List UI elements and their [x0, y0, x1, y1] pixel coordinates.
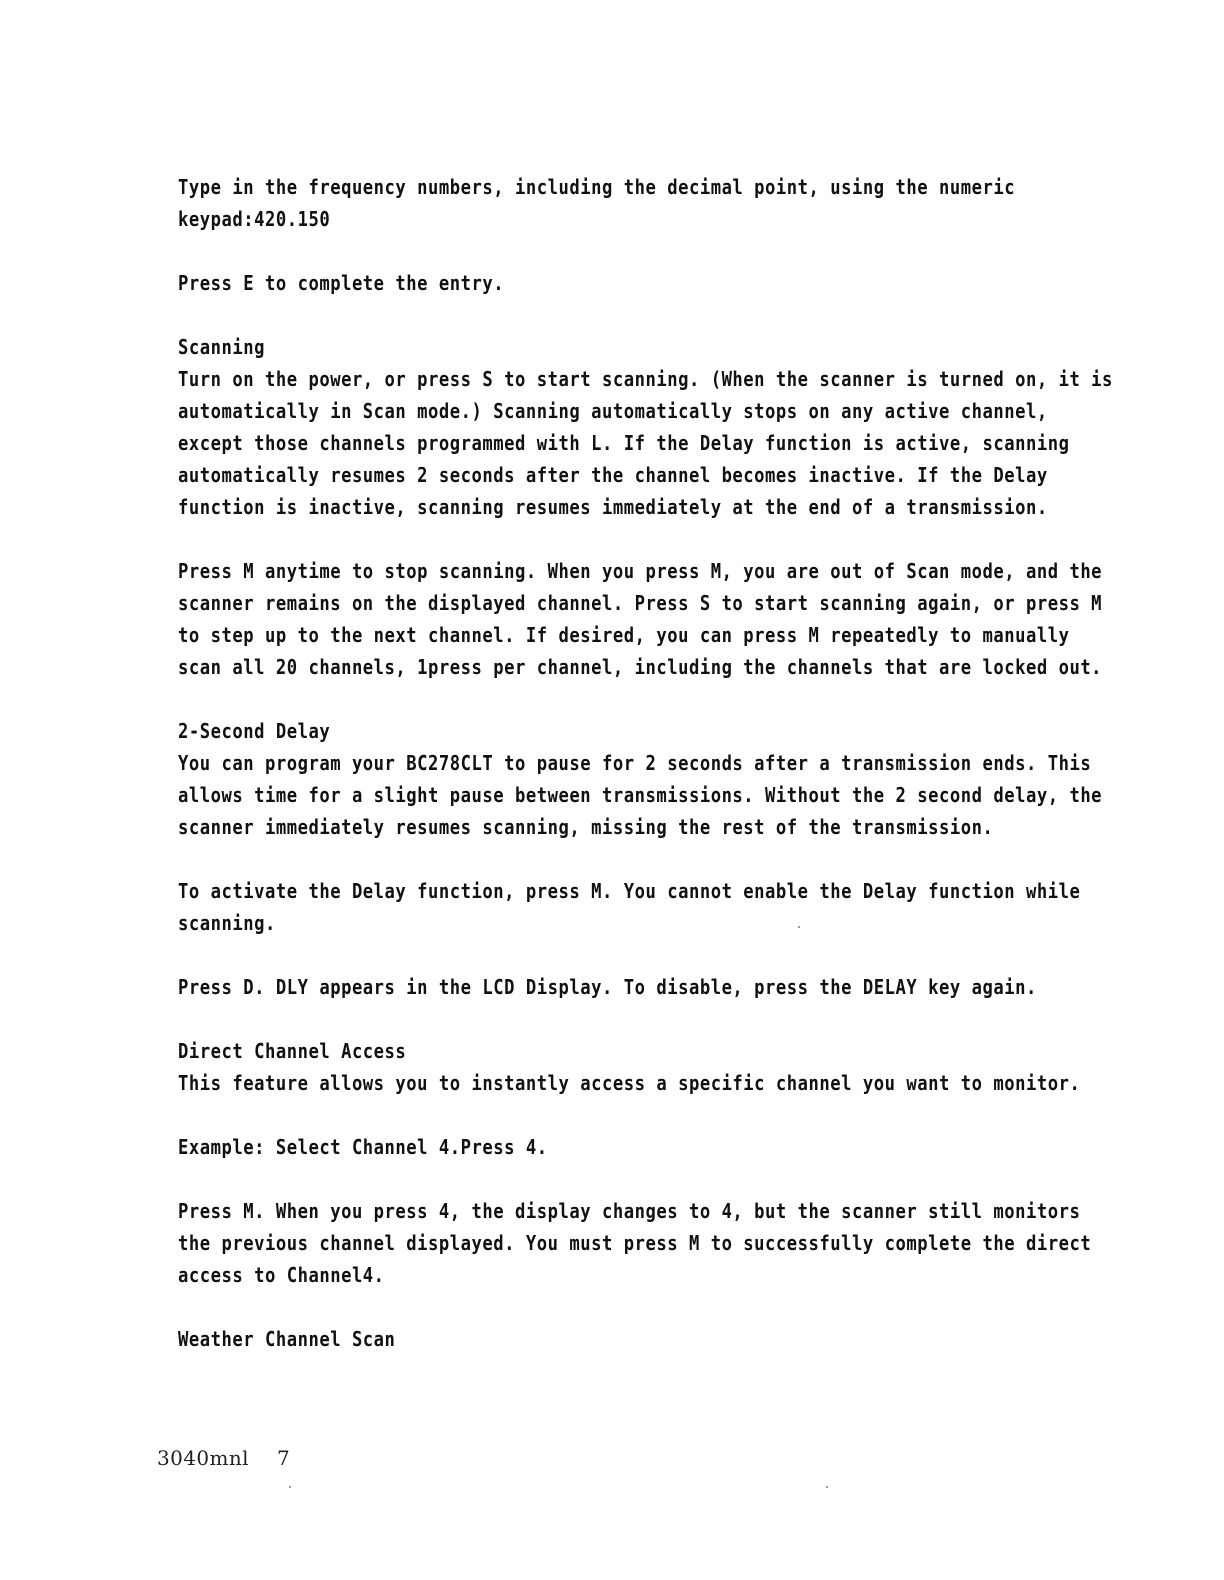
scan-speck	[798, 926, 800, 928]
document-body	[178, 171, 1124, 1355]
paragraph-scanning: Turn on the power, or press S to start scanning. (When the scanner is turned on, it is automatically in Scan mode.) Scanning automatically stops on any active channel, except those channels programmed with L. If the Delay function is active, scanning automatically resumes 2 seconds after the channel becomes inactive. If the Delay function is inactive, scanning resumes immediately at the end of a transmission.	[178, 367, 1124, 519]
page-footer	[157, 1446, 290, 1470]
paragraph-direct-access: This feature allows you to instantly access a specific channel you want to monitor.	[178, 1071, 1081, 1095]
heading-scanning: Scanning	[178, 335, 265, 359]
heading-2-second-delay: 2-Second Delay	[178, 719, 331, 743]
paragraph-activate-delay: To activate the Delay function, press M. You cannot enable the Delay function while scanning.	[178, 879, 1092, 935]
paragraph-press-m: Press M anytime to stop scanning. When you press M, you are out of Scan mode, and the scanner remains on the displayed channel. Press S to start scanning again, or press M to step up to the next channel. If desired, you can press M repeatedly to manually scan all 20 channels, 1press per channel, including the channels that are locked out.	[178, 559, 1113, 679]
paragraph-press-e: Press E to complete the entry.	[178, 271, 505, 295]
paragraph-press-m-channel: Press M. When you press 4, the display changes to 4, but the scanner still monitors the previous channel displayed. You must press M to successfully complete the direct access to Channel4.	[178, 1199, 1103, 1287]
page-number: 7	[276, 1446, 291, 1470]
heading-direct-channel-access: Direct Channel Access	[178, 1039, 407, 1063]
paragraph-press-d: Press D. DLY appears in the LCD Display. To disable, press the DELAY key again.	[178, 975, 1037, 999]
paragraph-frequency-entry: Type in the frequency numbers, including the decimal point, using the numeric keypad:420.150	[178, 175, 1026, 231]
heading-weather-channel-scan: Weather Channel Scan	[178, 1327, 396, 1351]
paragraph-example: Example: Select Channel 4.Press 4.	[178, 1135, 548, 1159]
paragraph-delay: You can program your BC278CLT to pause for 2 seconds after a transmission ends. This allows time for a slight pause between transmissions. Without the 2 second delay, the scanner immediately resumes scanning, missing the rest of the transmission.	[178, 751, 1113, 839]
footer-doc-id: 3040mnl	[157, 1446, 249, 1470]
scan-speck	[289, 1486, 291, 1488]
scan-speck	[826, 1486, 828, 1488]
